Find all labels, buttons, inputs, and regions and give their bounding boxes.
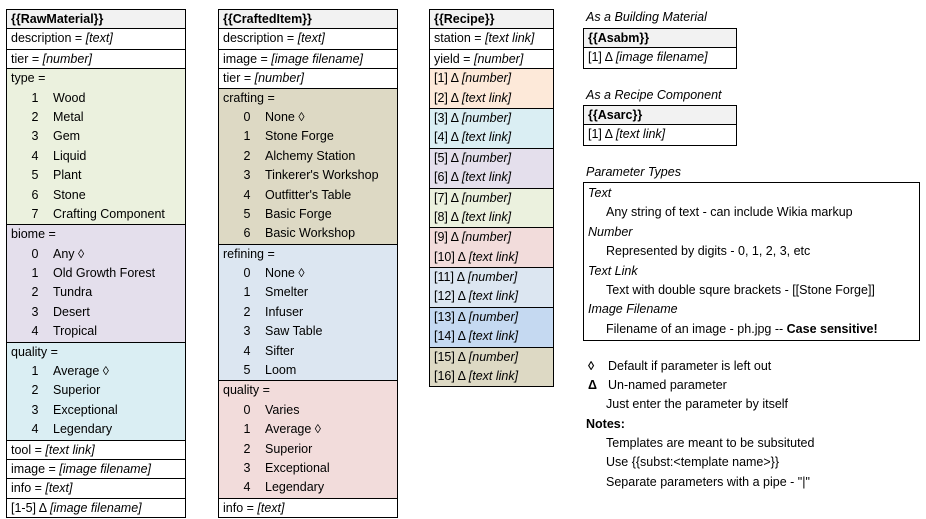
group-label: crafting = [223, 90, 275, 105]
recipe-ingredient-row [430, 149, 553, 168]
param-type: [number] [461, 110, 512, 125]
param-type: [text link] [461, 209, 512, 224]
rawmaterial-biome-group [7, 224, 185, 341]
param-type-desc: Text with double squre brackets - [[Stone Forge]] [606, 282, 875, 297]
item-label: Superior [265, 441, 313, 456]
group-item [7, 283, 185, 302]
item-label: Varies [265, 402, 300, 417]
crafteditem-description-row [219, 29, 397, 48]
param-type: [text link] [468, 289, 519, 304]
rawmaterial-tier-row [7, 49, 185, 68]
group-item [7, 401, 185, 420]
group-item [7, 166, 185, 185]
asabm-row [584, 48, 736, 67]
recipe-ingredient-row [430, 208, 553, 227]
group-item [219, 420, 397, 439]
item-number: 0 [243, 402, 251, 417]
param-label: station = [434, 31, 486, 46]
group-item [219, 224, 397, 243]
param-label: [5] Δ [434, 150, 462, 165]
group-item [7, 186, 185, 205]
legend-default [588, 357, 771, 376]
group-item [7, 205, 185, 224]
item-label: Exceptional [53, 402, 118, 417]
item-label: Alchemy Station [265, 148, 356, 163]
param-label: image = [223, 51, 272, 66]
crafteditem-refining-group [219, 244, 397, 381]
item-number: 4 [31, 148, 39, 163]
group-item [7, 245, 185, 264]
recipe-ingredient-row [430, 287, 553, 306]
param-label: [15] Δ [434, 349, 469, 364]
crafteditem-quality-group [219, 380, 397, 497]
item-number: 4 [243, 187, 251, 202]
param-type: [text link] [485, 31, 535, 46]
item-number: 4 [31, 324, 39, 339]
group-item [219, 205, 397, 224]
recipe-ingredient-row [430, 168, 553, 187]
group-item [219, 147, 397, 166]
item-number: 2 [243, 148, 251, 163]
param-type: [number] [468, 309, 519, 324]
delta-icon: Δ [588, 378, 597, 392]
param-type: [text link] [461, 90, 512, 105]
param-label: tool = [11, 442, 46, 457]
recipe-ingredient-row [430, 89, 553, 108]
param-type: [image filename] [49, 500, 142, 515]
recipe-ingredient-pair [430, 148, 553, 188]
param-type: [image filename] [59, 461, 152, 476]
notes-heading: Notes: [586, 417, 625, 431]
item-number: 1 [243, 285, 251, 300]
param-type: [text link] [45, 442, 95, 457]
param-label: tier = [11, 51, 43, 66]
param-label: image = [11, 461, 60, 476]
group-item [7, 147, 185, 166]
rawmaterial-range-row [7, 498, 185, 517]
crafteditem-table [218, 9, 398, 518]
item-label: Plant [53, 168, 82, 183]
item-number: 3 [31, 129, 39, 144]
item-number: 1 [31, 266, 39, 281]
param-type: [number] [461, 150, 512, 165]
param-label: [2] Δ [434, 90, 462, 105]
param-type: [number] [254, 71, 304, 86]
recipe-ingredient-row [430, 348, 553, 367]
param-label: yield = [434, 51, 474, 66]
rawmaterial-image-row [7, 459, 185, 478]
crafteditem-title: {{CraftedItem}} [219, 10, 397, 29]
group-item [219, 166, 397, 185]
param-label: [13] Δ [434, 309, 469, 324]
item-number: 3 [243, 168, 251, 183]
item-label: Desert [53, 304, 90, 319]
param-label: [8] Δ [434, 209, 462, 224]
item-label: Tundra [53, 285, 93, 300]
param-label: [10] Δ [434, 249, 469, 264]
recipe-ingredient-pair [430, 267, 553, 307]
item-label: Loom [265, 363, 297, 378]
item-number: 4 [31, 422, 39, 437]
param-type-name: Image Filename [588, 302, 678, 317]
param-label: [1] Δ [434, 71, 462, 86]
item-label: Wood [53, 90, 86, 105]
item-number: 4 [243, 480, 251, 495]
param-label: [1-5] Δ [11, 500, 50, 515]
group-item [219, 127, 397, 146]
recipe-ingredient-row [430, 308, 553, 327]
recipe-ingredient-row [430, 128, 553, 147]
param-label: description = [11, 31, 86, 46]
param-type-desc-row [584, 320, 919, 339]
legend-unnamed-text: Un-named parameter [608, 378, 727, 392]
group-item [219, 361, 397, 380]
recipe-ingredient-row [430, 69, 553, 88]
recipe-ingredient-row [430, 109, 553, 128]
param-label: description = [223, 31, 298, 46]
param-label: [16] Δ [434, 369, 469, 384]
item-label: Exceptional [265, 460, 330, 475]
item-number: 0 [243, 109, 251, 124]
param-type: [text link] [461, 130, 512, 145]
item-number: 1 [31, 364, 39, 379]
param-type: [text] [45, 481, 73, 496]
item-number: 3 [31, 402, 39, 417]
param-label: [9] Δ [434, 230, 462, 245]
item-number: 4 [243, 343, 251, 358]
param-type-desc: Represented by digits - 0, 1, 2, 3, etc [606, 244, 811, 259]
item-number: 3 [243, 324, 251, 339]
param-type: [image filename] [271, 51, 364, 66]
recipe-table [429, 9, 554, 387]
param-type-desc: Any string of text - can include Wikia markup [606, 205, 853, 220]
crafteditem-tier-row [219, 68, 397, 87]
item-label: Crafting Component [53, 206, 165, 221]
legend-default-text: Default if parameter is left out [608, 359, 772, 373]
item-label: Tinkerer's Workshop [265, 168, 379, 183]
item-label: Sifter [265, 343, 295, 358]
param-type-desc: Filename of an image - ph.jpg -- [606, 321, 787, 336]
recipe-ingredient-row [430, 367, 553, 386]
note-line: Separate parameters with a pipe - "|" [606, 475, 810, 489]
item-label: Superior [53, 383, 101, 398]
asabm-title: {{Asabm}} [584, 29, 736, 48]
parameter-types-box [583, 182, 920, 341]
group-item [219, 459, 397, 478]
item-label: Liquid [53, 148, 87, 163]
group-item [219, 342, 397, 361]
param-label: [1] Δ [588, 127, 616, 142]
param-type: [image filename] [615, 50, 708, 65]
param-type: [number] [42, 51, 92, 66]
param-type: [text] [85, 31, 113, 46]
crafteditem-info-row [219, 498, 397, 517]
lozenge-icon: ◊ [588, 359, 595, 373]
group-item [7, 362, 185, 381]
group-item [219, 264, 397, 283]
recipe-ingredient-pair [430, 68, 553, 108]
param-type: [text] [297, 31, 325, 46]
param-type: [number] [461, 190, 512, 205]
recipe-ingredient-pair [430, 307, 553, 347]
item-number: 1 [243, 422, 251, 437]
group-item [219, 283, 397, 302]
item-number: 5 [31, 168, 39, 183]
rawmaterial-info-row [7, 478, 185, 497]
param-type: [text link] [461, 170, 512, 185]
item-label: Infuser [265, 304, 304, 319]
recipe-ingredient-row [430, 189, 553, 208]
param-type: [number] [461, 230, 512, 245]
param-type-name: Text Link [588, 263, 638, 278]
note-line: Use {{subst:<template name>}} [606, 455, 780, 469]
rawmaterial-title: {{RawMaterial}} [7, 10, 185, 29]
group-label: refining = [223, 246, 275, 261]
param-type: [text link] [468, 329, 519, 344]
rawmaterial-quality-group [7, 342, 185, 440]
param-label: [14] Δ [434, 329, 469, 344]
recipe-yield-row [430, 49, 553, 68]
group-item [219, 108, 397, 127]
item-number: 0 [31, 246, 39, 261]
rawmaterial-type-group [7, 68, 185, 224]
item-label: Legendary [53, 422, 113, 437]
group-label: quality = [11, 344, 58, 359]
item-number: 6 [243, 226, 251, 241]
group-item [7, 108, 185, 127]
item-label: Saw Table [265, 324, 323, 339]
legend-unnamed [588, 376, 727, 395]
item-label: Average ◊ [265, 422, 321, 437]
group-label: type = [11, 71, 46, 86]
asarc-row [584, 125, 736, 144]
group-label: biome = [11, 227, 56, 242]
group-item [219, 440, 397, 459]
item-label: Legendary [265, 480, 325, 495]
param-label: [11] Δ [434, 270, 468, 285]
param-type-name: Number [588, 224, 633, 239]
group-item [7, 381, 185, 400]
param-type: [text link] [615, 127, 666, 142]
recipe-ingredient-pair [430, 347, 553, 387]
item-number: 0 [243, 266, 251, 281]
item-number: 5 [243, 363, 251, 378]
param-label: [12] Δ [434, 289, 469, 304]
param-label: info = [11, 481, 46, 496]
crafteditem-image-row [219, 49, 397, 68]
group-item [7, 420, 185, 439]
group-item [219, 478, 397, 497]
item-number: 2 [31, 285, 39, 300]
rawmaterial-tool-row [7, 440, 185, 459]
param-label: [6] Δ [434, 170, 462, 185]
crafteditem-crafting-group [219, 88, 397, 244]
group-item [7, 127, 185, 146]
group-item [7, 322, 185, 341]
recipe-ingredient-row [430, 327, 553, 346]
param-type: [number] [473, 51, 524, 66]
param-type: [number] [461, 71, 512, 86]
item-number: 1 [243, 129, 251, 144]
recipe-ingredient-pair [430, 188, 553, 228]
item-label: Stone Forge [265, 129, 334, 144]
item-number: 2 [243, 304, 251, 319]
item-label: None ◊ [265, 109, 305, 124]
item-label: Old Growth Forest [53, 266, 156, 281]
param-type: [number] [468, 349, 519, 364]
item-label: Stone [53, 187, 86, 202]
param-type: [text link] [468, 369, 519, 384]
building-material-heading: As a Building Material [586, 10, 707, 24]
item-label: Outfitter's Table [265, 187, 352, 202]
param-type: [text link] [468, 249, 519, 264]
recipe-ingredient-pair [430, 227, 553, 267]
item-label: Metal [53, 109, 84, 124]
item-label: Smelter [265, 285, 309, 300]
item-number: 2 [31, 109, 39, 124]
group-item [7, 89, 185, 108]
group-item [219, 322, 397, 341]
item-label: Gem [53, 129, 81, 144]
item-number: 6 [31, 187, 39, 202]
param-type: [text] [257, 500, 285, 515]
recipe-station-row [430, 29, 553, 48]
item-number: 3 [31, 304, 39, 319]
item-number: 7 [31, 206, 39, 221]
recipe-title: {{Recipe}} [430, 10, 553, 29]
group-label: quality = [223, 383, 270, 398]
asabm-table [583, 28, 737, 69]
asarc-title: {{Asarc}} [584, 106, 736, 125]
item-label: Basic Forge [265, 206, 332, 221]
group-item [7, 264, 185, 283]
param-label: [3] Δ [434, 110, 462, 125]
recipe-ingredient-pair [430, 108, 553, 148]
item-label: None ◊ [265, 266, 305, 281]
group-item [7, 303, 185, 322]
param-label: [4] Δ [434, 130, 462, 145]
item-label: Tropical [53, 324, 97, 339]
group-item [219, 401, 397, 420]
item-number: 3 [243, 460, 251, 475]
param-label: [7] Δ [434, 190, 462, 205]
item-number: 2 [31, 383, 39, 398]
parameter-types-heading: Parameter Types [586, 165, 681, 179]
note-line: Templates are meant to be subsituted [606, 436, 815, 450]
asarc-table [583, 105, 737, 146]
recipe-ingredient-row [430, 248, 553, 267]
recipe-ingredient-row [430, 268, 553, 287]
param-type-name: Text [588, 186, 612, 200]
item-number: 2 [243, 441, 251, 456]
rawmaterial-table [6, 9, 186, 518]
recipe-component-heading: As a Recipe Component [586, 88, 722, 102]
item-label: Average ◊ [53, 364, 109, 379]
group-item [219, 303, 397, 322]
param-label: [1] Δ [588, 50, 616, 65]
item-label: Any ◊ [53, 246, 85, 261]
rawmaterial-description-row [7, 29, 185, 48]
item-number: 1 [31, 90, 39, 105]
param-label: tier = [223, 71, 255, 86]
case-sensitive-note: Case sensitive! [786, 321, 878, 336]
param-label: info = [223, 500, 258, 515]
param-type: [number] [467, 270, 518, 285]
item-number: 5 [243, 206, 251, 221]
recipe-ingredient-row [430, 228, 553, 247]
group-item [219, 186, 397, 205]
legend-unnamed-note: Just enter the parameter by itself [606, 397, 789, 411]
item-label: Basic Workshop [265, 226, 356, 241]
